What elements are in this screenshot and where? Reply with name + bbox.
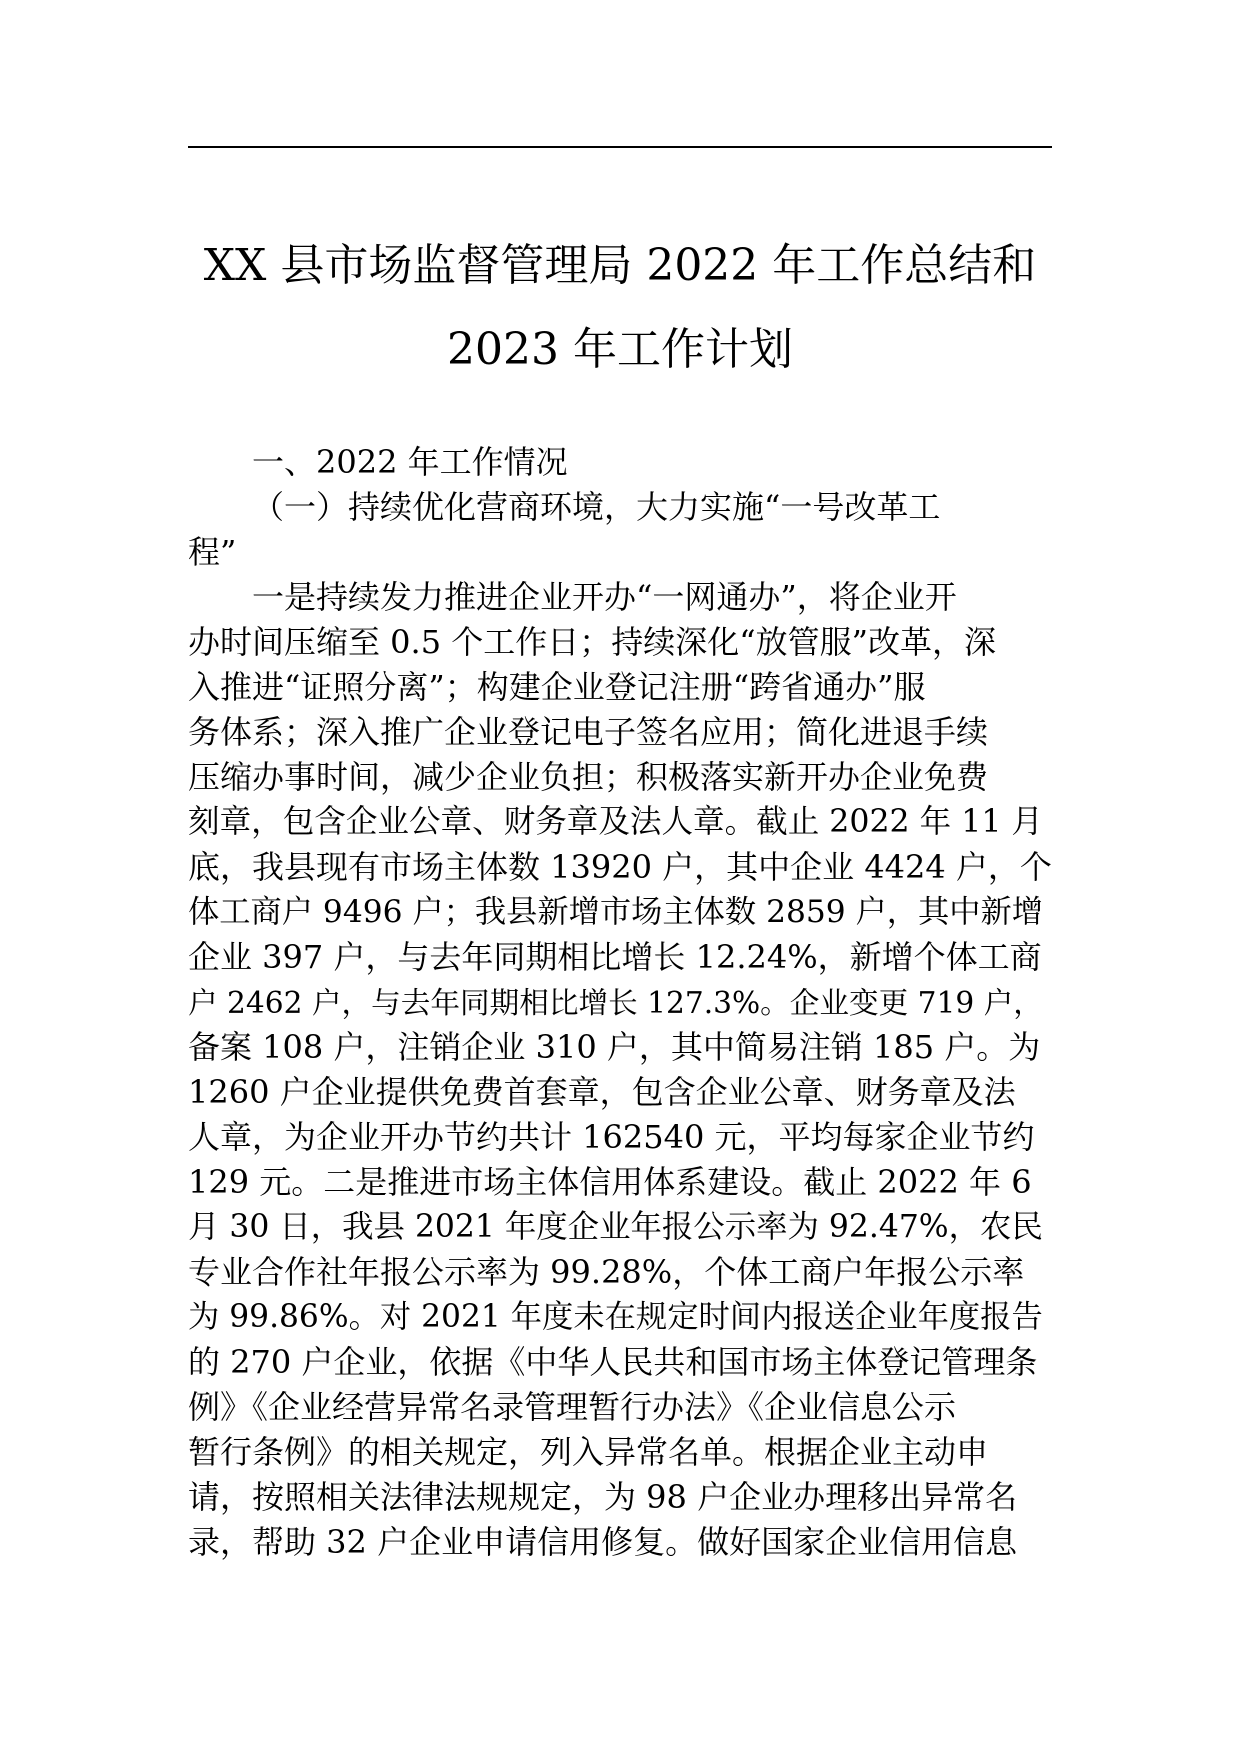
paragraph-line: 暂行条例》的相关规定，列入异常名单。根据企业主动申 <box>188 1433 989 1471</box>
paragraph-line: 备案 108 户，注销企业 310 户，其中简易注销 185 户。为 <box>188 1028 1041 1066</box>
section-heading: 一、2022 年工作情况 <box>252 443 568 481</box>
paragraph-line: 1260 户企业提供免费首套章，包含企业公章、财务章及法 <box>188 1073 1016 1111</box>
header-rule <box>188 146 1052 148</box>
paragraph-line: 办时间压缩至 0.5 个工作日；持续深化“放管服”改革，深 <box>188 623 996 661</box>
paragraph-line: 务体系；深入推广企业登记电子签名应用；简化进退手续 <box>188 713 989 751</box>
document-title-line-2: 2023 年工作计划 <box>447 324 793 375</box>
paragraph-line: 人章，为企业开办节约共计 162540 元，平均每家企业节约 <box>188 1118 1035 1156</box>
paragraph-line: 刻章，包含企业公章、财务章及法人章。截止 2022 年 11 月 <box>188 804 1043 840</box>
paragraph-line: 企业 397 户，与去年同期相比增长 12.24%，新增个体工商 <box>188 938 1042 976</box>
paragraph-line: 录，帮助 32 户企业申请信用修复。做好国家企业信用信息 <box>188 1523 1018 1561</box>
paragraph-line: 压缩办事时间，减少企业负担；积极落实新开办企业免费 <box>188 758 989 796</box>
subsection-heading: （一）持续优化营商环境，大力实施“一号改革工 <box>252 488 941 526</box>
paragraph-line: 入推进“证照分离”；构建企业登记注册“跨省通办”服 <box>188 668 926 706</box>
paragraph-line: 月 30 日，我县 2021 年度企业年报公示率为 92.47%，农民 <box>188 1209 1043 1245</box>
paragraph-line: 例》《企业经营异常名录管理暂行办法》《企业信息公示 <box>188 1388 957 1426</box>
paragraph-line: 一是持续发力推进企业开办“一网通办”，将企业开 <box>252 578 957 616</box>
paragraph-line: 户 2462 户，与去年同期相比增长 127.3%。企业变更 719 户， <box>188 985 1043 1020</box>
subsection-heading-cont: 程” <box>188 533 237 571</box>
document-title-line-1: XX 县市场监督管理局 2022 年工作总结和 <box>203 240 1037 291</box>
paragraph-line: 专业合作社年报公示率为 99.28%，个体工商户年报公示率 <box>188 1253 1025 1291</box>
paragraph-line: 体工商户 9496 户；我县新增市场主体数 2859 户，其中新增 <box>188 894 1044 930</box>
document-body <box>188 440 1052 1565</box>
paragraph-line: 129 元。二是推进市场主体信用体系建设。截止 2022 年 6 <box>188 1163 1032 1201</box>
paragraph-line: 底，我县现有市场主体数 13920 户，其中企业 4424 户，个 <box>188 848 1052 886</box>
paragraph-line: 的 270 户企业，依据《中华人民共和国市场主体登记管理条 <box>188 1343 1038 1381</box>
paragraph-line: 请，按照相关法律法规规定，为 98 户企业办理移出异常名 <box>188 1478 1018 1516</box>
paragraph-line: 为 99.86%。对 2021 年度未在规定时间内报送企业年度报告 <box>188 1299 1043 1335</box>
